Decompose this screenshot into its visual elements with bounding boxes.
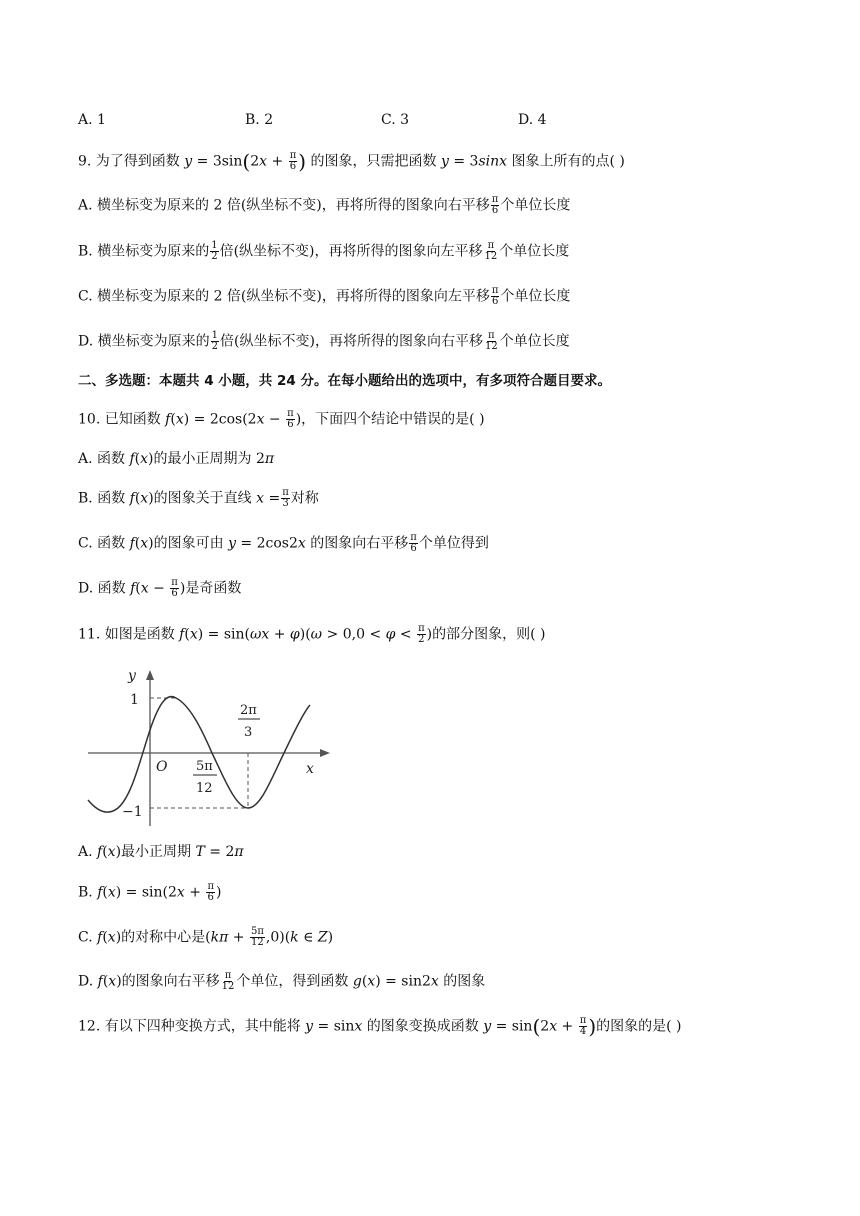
q10-option-a: A. 函数 f(x)的最小正周期为 2π [78, 451, 275, 467]
q10-option-d: D. 函数 f(x − $\frac{\pi}{6}$ )是奇函数 [78, 577, 242, 599]
x-axis-label: x [306, 761, 314, 777]
q9-option-b: B. 横坐标变为原来的 $\frac{1}{2}$ 倍(纵坐标不变)，再将所得的图象向左平移 $\frac{\pi}{12}$ 个单位长度 [78, 240, 570, 262]
tick-2pi3-num: 2π [240, 703, 257, 718]
q11-option-b: B. f(x) = sin(2x + $\frac{\pi}{6}$ ) [78, 881, 222, 903]
x-axis-arrow [320, 749, 330, 757]
q8-option-b: B. 2 [245, 112, 274, 128]
q9-option-a: A. 横坐标变为原来的 2 倍(纵坐标不变)，再将所得的图象向右平移 $\frac{\pi}{6}$ 个单位长度 [78, 194, 571, 216]
tick-5pi12-den: 12 [196, 781, 213, 796]
section-heading: 二、多选题：本题共 4 小题，共 24 分。在每小题给出的选项中，有多项符合题目要求。 [78, 373, 611, 389]
q9-option-c: C. 横坐标变为原来的 2 倍(纵坐标不变)，再将所得的图象向左平移 $\frac{\pi}{6}$ 个单位长度 [78, 285, 571, 307]
y-tick-1: 1 [130, 692, 139, 708]
tick-5pi12-num: 5π [196, 759, 213, 774]
q11-graph [84, 660, 344, 830]
y-tick-minus-1: −1 [122, 804, 143, 820]
origin-label: O [156, 759, 168, 775]
q8-options [0, 112, 860, 132]
y-axis-arrow [146, 670, 154, 680]
q12-stem: 12. 有以下四种变换方式，其中能将 y = sinx 的图象变换成函数 y = sin(2x + $\frac{\pi}{4}$ )的图象的是( ) [78, 1014, 682, 1039]
q8-option-a: A. 1 [78, 112, 106, 128]
q10-option-c: C. 函数 f(x)的图象可由 y = 2cos2x 的图象向右平移 $\frac{\pi}{6}$ 个单位得到 [78, 532, 489, 554]
tick-2pi3-den: 3 [244, 725, 253, 740]
q9-option-d: D. 横坐标变为原来的 $\frac{1}{2}$ 倍(纵坐标不变)，再将所得的图象向右平移 $\frac{\pi}{12}$ 个单位长度 [78, 330, 570, 352]
q8-option-d: D. 4 [518, 112, 547, 128]
q10-stem: 10. 已知函数 f(x) = 2cos(2x − $\frac{\pi}{6}$ )，下面四个结论中错误的是( ) [78, 408, 485, 430]
y-axis-label: y [128, 668, 136, 684]
q9-stem: 9. 为了得到函数 y = 3sin(2x + $\frac{\pi}{6}$ ) 的图象，只需把函数 y = 3sinx 图象上所有的点( ) [78, 149, 625, 174]
q11-option-d: D. f(x)的图象向右平移 $\frac{\pi}{12}$ 个单位，得到函数 g(x) = sin2x 的图象 [78, 970, 486, 992]
q8-option-c: C. 3 [381, 112, 410, 128]
q11-stem: 11. 如图是函数 f(x) = sin(ωx + φ)(ω > 0,0 < φ < $\frac{\pi}{2}$ )的部分图象，则( ) [78, 623, 546, 645]
q11-option-c: C. f(x)的对称中心是(kπ + $\frac{5\pi}{12}$ ,0)(k ∈ Z) [78, 926, 334, 948]
q11-option-a: A. f(x)最小正周期 T = 2π [78, 844, 244, 860]
q10-option-b: B. 函数 f(x)的图象关于直线 x = $\frac{\pi}{3}$ 对称 [78, 487, 319, 509]
